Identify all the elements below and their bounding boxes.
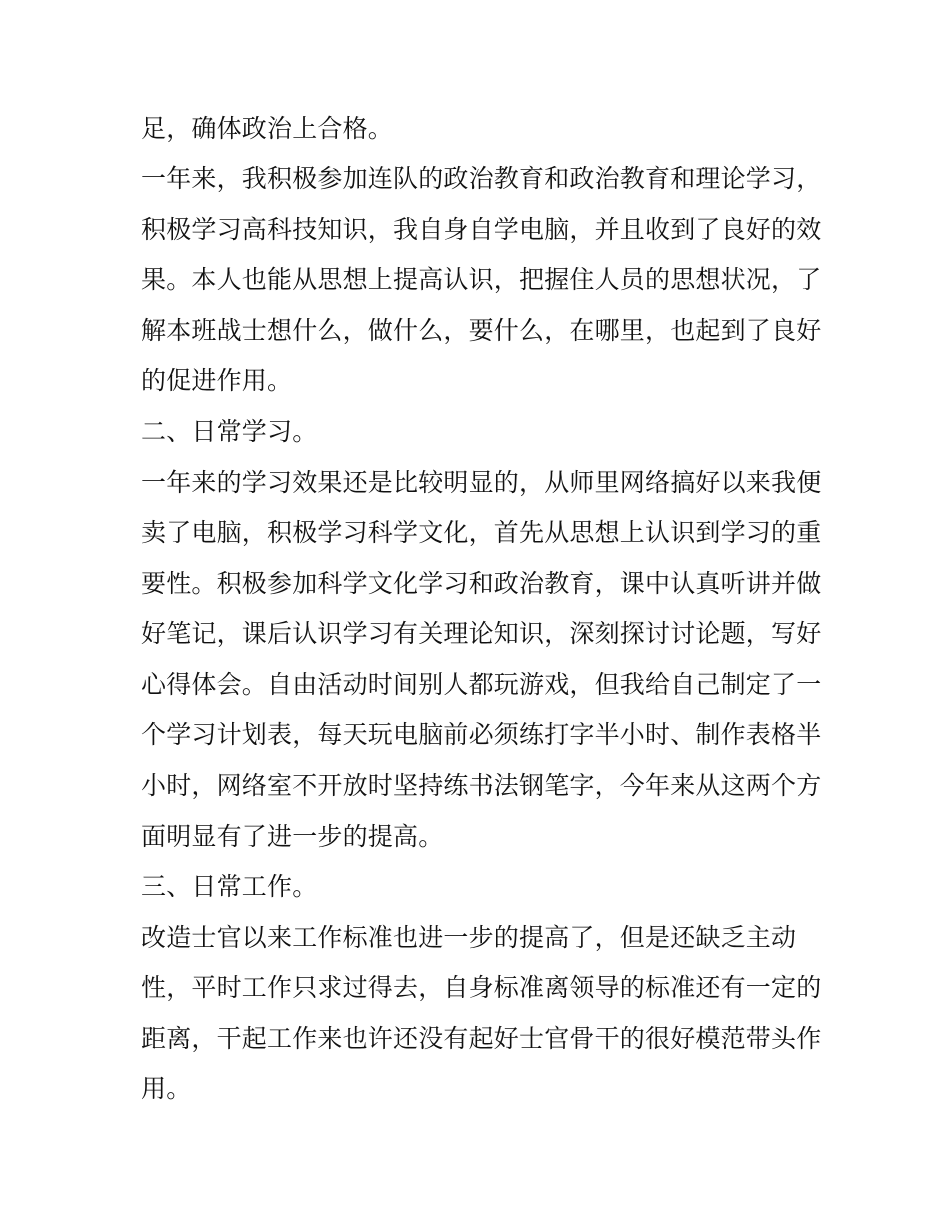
text-line: 积极学习高科技知识，我自身自学电脑，并且收到了良好的效 [141, 215, 822, 244]
text-line: 心得体会。自由活动时间别人都玩游戏，但我给自己制定了一 [141, 670, 822, 699]
text-line: 小时，网络室不开放时坚持练书法钢笔字，今年来从这两个方 [141, 771, 822, 800]
text-line: 改造士官以来工作标准也进一步的提高了，但是还缺乏主动 [141, 923, 797, 952]
text-line: 足，确体政治上合格。 [141, 114, 394, 143]
section-heading: 三、日常工作。 [141, 872, 318, 901]
section-heading: 二、日常学习。 [141, 417, 318, 446]
text-line: 果。本人也能从思想上提高认识，把握住人员的思想状况，了 [141, 265, 822, 294]
text-line: 距离，干起工作来也许还没有起好士官骨干的很好模范带头作 [141, 1024, 822, 1053]
text-line: 解本班战士想什么，做什么，要什么，在哪里，也起到了良好 [141, 316, 822, 345]
text-line: 面明显有了进一步的提高。 [141, 822, 444, 851]
text-line: 的促进作用。 [141, 366, 293, 395]
text-line: 个学习计划表，每天玩电脑前必须练打字半小时、制作表格半 [141, 720, 822, 749]
text-line: 好笔记，课后认识学习有关理论知识，深刻探讨讨论题，写好 [141, 619, 822, 648]
text-line: 要性。积极参加科学文化学习和政治教育，课中认真听讲并做 [141, 569, 822, 598]
text-line: 性，平时工作只求过得去，自身标准离领导的标准还有一定的 [141, 973, 822, 1002]
text-line: 用。 [141, 1074, 192, 1103]
text-line: 一年来，我积极参加连队的政治教育和政治教育和理论学习， [141, 164, 822, 193]
text-line: 卖了电脑，积极学习科学文化，首先从思想上认识到学习的重 [141, 518, 822, 547]
text-line: 一年来的学习效果还是比较明显的，从师里网络搞好以来我便 [141, 468, 822, 497]
